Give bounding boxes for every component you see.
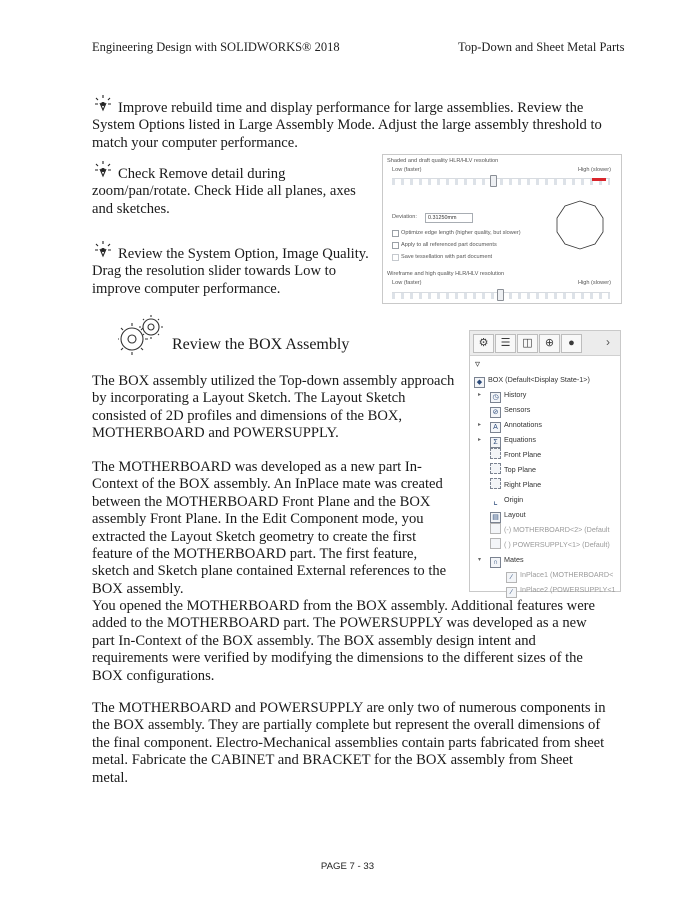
tree-item-layout[interactable]: ▤ Layout xyxy=(490,508,526,522)
tree-item-front-plane[interactable]: Front Plane xyxy=(490,448,541,462)
tree-item-mates[interactable]: ▾ ∩ Mates xyxy=(478,555,524,566)
inplace-mate-icon: ∕ xyxy=(506,587,517,598)
tree-item-annotations[interactable]: ▸ A Annotations xyxy=(478,420,542,431)
low-faster-label-2: Low (faster) xyxy=(392,280,422,286)
wireframe-resolution-label: Wireframe and high quality HLR/HLV resolution xyxy=(387,271,505,277)
property-manager-icon[interactable]: ☰ xyxy=(495,334,516,353)
feature-manager-tabs xyxy=(470,331,620,356)
sensors-icon: ⊘ xyxy=(490,407,501,418)
tip-large-assembly: Improve rebuild time and display performance for large assemblies. Review the System Options listed in Large Assembly Mode. Adjust the large assembly threshold to match your computer performance. xyxy=(92,92,608,152)
wireframe-resolution-slider[interactable] xyxy=(392,292,610,299)
save-tessellation-label: Save tessellation with part document xyxy=(401,254,493,260)
high-slower-label: High (slower) xyxy=(578,167,611,173)
equations-icon: Σ xyxy=(490,437,501,448)
slider-thumb[interactable] xyxy=(497,289,504,301)
tip-image-quality: Review the System Option, Image Quality. Drag the resolution slider towards Low to improve computer performance. xyxy=(92,238,384,298)
filter-icon[interactable]: ▿ xyxy=(475,359,481,370)
gears-icon xyxy=(118,315,164,355)
deviation-input[interactable]: 0.31250mm xyxy=(425,213,473,223)
configuration-manager-icon[interactable]: ◫ xyxy=(517,334,538,353)
tree-item-powersupply[interactable]: ( ) POWERSUPPLY<1> (Default) xyxy=(490,538,610,552)
paragraph-opened-motherboard: You opened the MOTHERBOARD from the BOX assembly. Additional features were added to the MOTHERBOARD part. The POWERSUPPLY was developed as a new part In-Context of the BOX assembly. The BOX assembly design intent and requirements were verified by modifying the dimensions to the different sizes of the BOX configurations. xyxy=(92,598,596,684)
image-quality-options-panel xyxy=(382,154,622,304)
high-quality-zone xyxy=(592,178,606,181)
running-header-left: Engineering Design with SOLIDWORKS® 2018 xyxy=(92,40,340,54)
optimize-edge-label: Optimize edge length (higher quality, but slower) xyxy=(401,230,521,236)
plane-icon xyxy=(490,448,501,459)
optimize-edge-checkbox[interactable] xyxy=(392,230,399,237)
lightbulb-icon xyxy=(92,158,114,180)
tree-item-origin[interactable]: ⌞ Origin xyxy=(490,493,523,507)
apply-referenced-checkbox[interactable] xyxy=(392,242,399,249)
tree-item-inplace1[interactable]: ∕ InPlace1 (MOTHERBOARD< xyxy=(506,568,613,582)
low-faster-label: Low (faster) xyxy=(392,167,422,173)
paragraph-motherboard-in-context: The MOTHERBOARD was developed as a new part In-Context of the BOX assembly. An InPlace mate was created between the MOTHERBOARD Front Plane and the BOX assembly Front Plane. In the Edit Component mode, you extracted the Layout Sketch geometry to create the first feature of the MOTHERBOARD part. The first feature, sketch and Sketch plane contained External references to the BOX assembly. xyxy=(92,459,447,597)
display-manager-icon[interactable]: ● xyxy=(561,334,582,353)
slider-thumb[interactable] xyxy=(490,175,497,187)
plane-icon xyxy=(490,463,501,474)
page-number: PAGE 7 - 33 xyxy=(320,861,375,872)
assembly-icon: ◆ xyxy=(474,377,485,388)
section-title: Review the BOX Assembly xyxy=(172,336,350,353)
annotations-icon: A xyxy=(490,422,501,433)
paragraph-sheet-metal: The MOTHERBOARD and POWERSUPPLY are only two of numerous components in the BOX assembly. They are partially complete but represent the overall dimensions of the final component. Electro-Mechanical assemblies contain parts fabricated from sheet metal. Fabricate the CABINET and BRACKET for the BOX assembly from Sheet metal. xyxy=(92,700,606,786)
mates-icon: ∩ xyxy=(490,557,501,568)
shaded-resolution-label: Shaded and draft quality HLR/HLV resolution xyxy=(387,158,499,164)
shaded-resolution-slider[interactable] xyxy=(392,178,610,185)
dimxpert-icon[interactable]: ⊕ xyxy=(539,334,560,353)
deviation-label: Deviation: xyxy=(392,214,417,220)
tree-item-equations[interactable]: ▸ Σ Equations xyxy=(478,435,536,446)
plane-icon xyxy=(490,478,501,489)
running-header-right: Top-Down and Sheet Metal Parts xyxy=(458,40,625,54)
chevron-right-icon[interactable]: › xyxy=(606,335,610,349)
feature-manager-icon[interactable]: ⚙ xyxy=(473,334,494,353)
save-tessellation-checkbox[interactable] xyxy=(392,254,399,261)
history-icon: ◷ xyxy=(490,392,501,403)
part-icon xyxy=(490,538,501,549)
part-icon xyxy=(490,523,501,534)
tree-item-motherboard[interactable]: (-) MOTHERBOARD<2> (Default xyxy=(490,523,609,537)
high-slower-label-2: High (slower) xyxy=(578,280,611,286)
lightbulb-icon xyxy=(92,238,114,260)
lightbulb-icon xyxy=(92,92,114,114)
tree-item-right-plane[interactable]: Right Plane xyxy=(490,478,541,492)
origin-icon: ⌞ xyxy=(493,496,498,507)
tree-item-sensors[interactable]: ⊘ Sensors xyxy=(490,403,530,417)
inplace-mate-icon: ∕ xyxy=(506,572,517,583)
tree-item-history[interactable]: ▸ ◷ History xyxy=(478,390,527,401)
tree-item-inplace2[interactable]: ∕ InPlace2 (POWERSUPPLY<1 xyxy=(506,583,616,597)
layout-icon: ▤ xyxy=(490,512,501,523)
feature-manager-tree xyxy=(469,330,621,596)
tip-remove-detail: Check Remove detail during zoom/pan/rotate. Check Hide all planes, axes and sketches. xyxy=(92,158,372,218)
tessellation-preview-circle xyxy=(554,199,606,251)
apply-referenced-label: Apply to all referenced part documents xyxy=(401,242,497,248)
tree-item-top-plane[interactable]: Top Plane xyxy=(490,463,536,477)
tree-root-box[interactable]: ◆ BOX (Default<Display State-1>) xyxy=(474,373,590,387)
paragraph-layout-sketch: The BOX assembly utilized the Top-down assembly approach by incorporating a Layout Sketch. The Layout Sketch consisted of 2D profiles and dimensions of the BOX, MOTHERBOARD and POWERSUPPLY. xyxy=(92,373,455,442)
